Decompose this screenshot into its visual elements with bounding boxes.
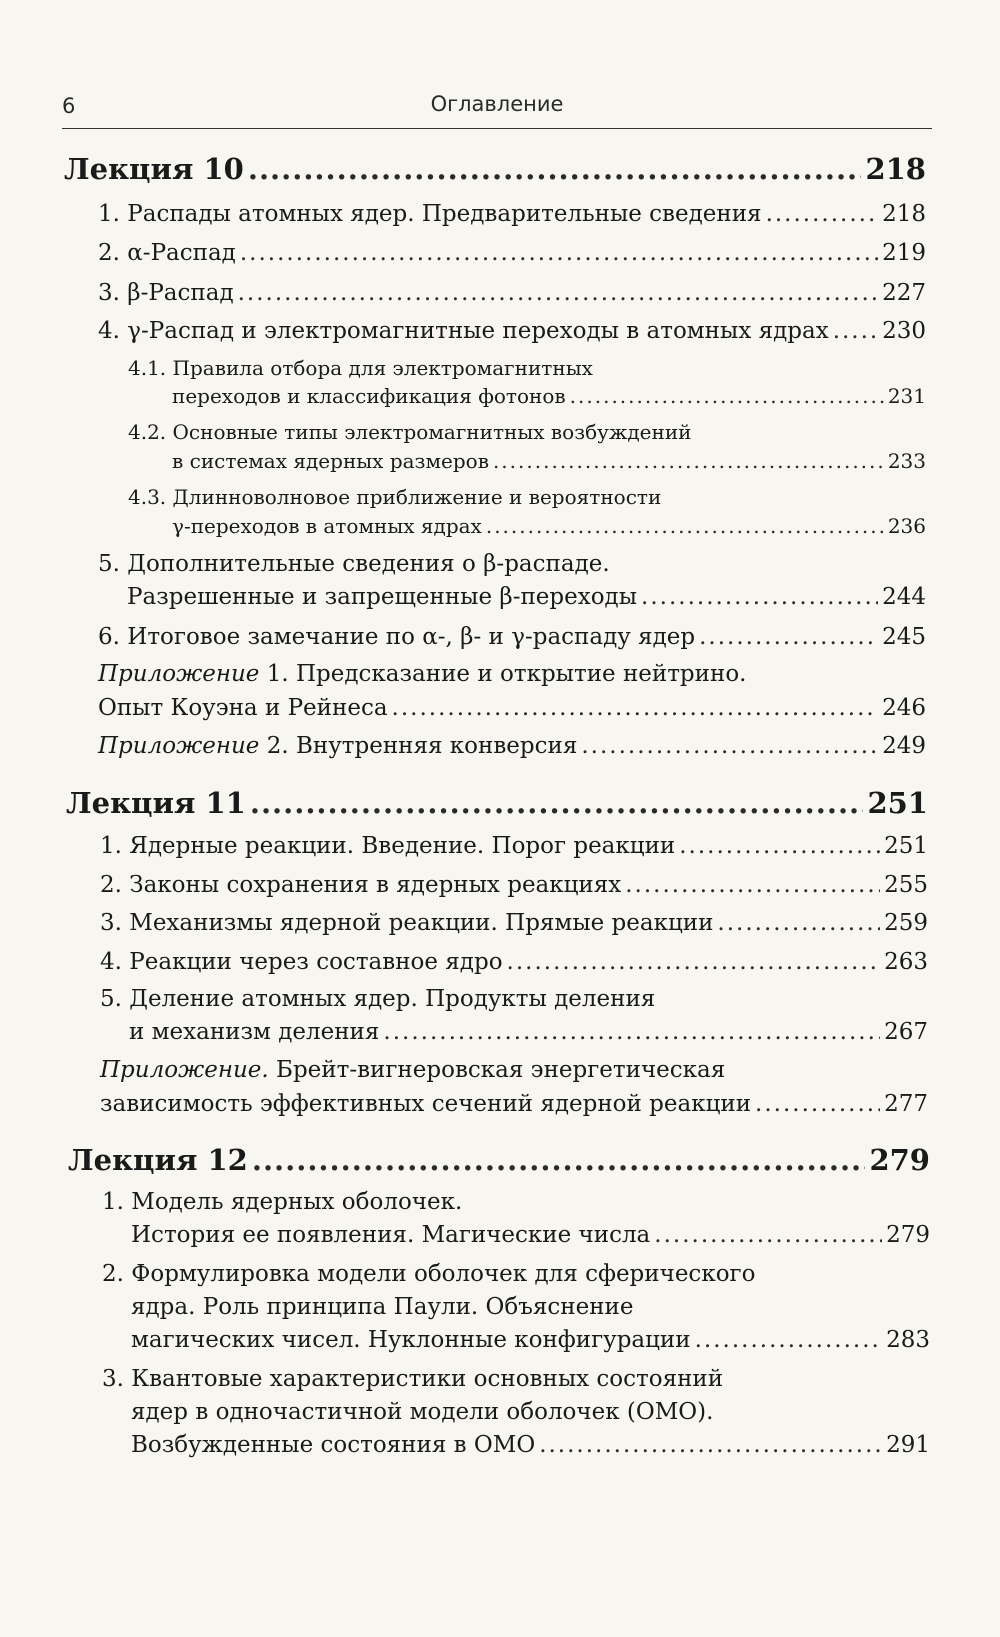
toc-entry[interactable] — [100, 949, 928, 975]
entry-title: γ-Распад и электромагнитные переходы в атомных ядрах — [127, 318, 829, 344]
leader-dots — [581, 733, 878, 759]
entry-title: переходов и классификация фотонов — [172, 384, 566, 408]
lecture-12-heading[interactable] — [68, 1143, 930, 1177]
lecture-title: Лекция 10 — [64, 152, 244, 186]
appendix-first-line — [98, 661, 746, 687]
header-rule — [62, 128, 932, 129]
entry-title-line1: Длинноволновое приближение и вероятности — [172, 485, 662, 509]
entry-page: 244 — [882, 584, 926, 610]
entry-number: 4.3. — [128, 485, 167, 509]
leader-dots — [250, 786, 864, 820]
toc-appendix[interactable] — [100, 1091, 928, 1117]
entry-number: 2. — [98, 240, 120, 266]
entry-page: 283 — [886, 1327, 930, 1353]
lecture-page: 279 — [869, 1143, 930, 1177]
entry-page: 245 — [882, 624, 926, 650]
appendix-page: 249 — [882, 733, 926, 759]
leader-dots — [238, 280, 878, 306]
entry-number: 1. — [100, 833, 122, 859]
toc-entry[interactable] — [131, 1222, 930, 1248]
entry-page: 218 — [882, 201, 926, 227]
entry-title: Реакции через составное ядро — [129, 949, 503, 975]
leader-dots — [699, 624, 878, 650]
entry-page: 219 — [882, 240, 926, 266]
entry-title-line1: Основные типы электромагнитных возбуждений — [172, 420, 692, 444]
entry-title: в системах ядерных размеров — [172, 449, 489, 473]
subentry-first-line — [128, 356, 593, 380]
appendix-title: зависимость эффективных сечений ядерной реакции — [100, 1091, 752, 1117]
toc-subentry[interactable] — [172, 514, 926, 538]
leader-dots — [717, 910, 880, 936]
leader-dots — [755, 1091, 880, 1117]
leader-dots — [766, 201, 879, 227]
toc-appendix[interactable] — [98, 733, 926, 759]
entry-title-line1: Квантовые характеристики основных состояний — [131, 1366, 724, 1392]
toc-entry[interactable] — [98, 318, 926, 344]
leader-dots — [539, 1432, 882, 1458]
entry-second-line — [131, 1399, 713, 1425]
entry-number: 4.1. — [128, 356, 167, 380]
entry-page: 251 — [884, 833, 928, 859]
entry-title: Итоговое замечание по α-, β- и γ-распаду ядер — [127, 624, 696, 650]
leader-dots — [493, 449, 884, 473]
entry-title-line2: ядер в одночастичной модели оболочек (ОМО). — [131, 1399, 714, 1425]
lecture-page: 251 — [867, 786, 928, 820]
entry-title: β-Распад — [127, 280, 234, 306]
leader-dots — [679, 833, 880, 859]
entry-first-line — [100, 986, 655, 1012]
leader-dots — [383, 1019, 880, 1045]
toc-subentry[interactable] — [172, 384, 926, 408]
entry-page: 255 — [884, 872, 928, 898]
toc-entry[interactable] — [131, 1432, 930, 1458]
entry-number: 3. — [100, 910, 122, 936]
appendix-first-line — [100, 1057, 725, 1083]
entry-number: 3. — [102, 1366, 124, 1392]
lecture-title: Лекция 11 — [66, 786, 246, 820]
entry-first-line — [102, 1366, 723, 1392]
entry-title: Разрешенные и запрещенные β-переходы — [127, 584, 638, 610]
toc-entry[interactable] — [100, 872, 928, 898]
entry-number: 1. — [102, 1189, 124, 1215]
toc-entry[interactable] — [98, 280, 926, 306]
entry-page: 291 — [886, 1432, 930, 1458]
leader-dots — [392, 695, 879, 721]
entry-title-line2: ядра. Роль принципа Паули. Объяснение — [131, 1294, 634, 1320]
leader-dots — [625, 872, 880, 898]
toc-entry[interactable] — [100, 833, 928, 859]
appendix-title: Опыт Коуэна и Рейнеса — [98, 695, 388, 721]
toc-entry[interactable] — [98, 240, 926, 266]
toc-entry[interactable] — [127, 584, 926, 610]
toc-subentry[interactable] — [172, 449, 926, 473]
leader-dots — [252, 1143, 866, 1177]
entry-first-line — [98, 551, 610, 577]
entry-title: Механизмы ядерной реакции. Прямые реакции — [129, 910, 714, 936]
lecture-title: Лекция 12 — [68, 1143, 248, 1177]
entry-page: 231 — [887, 384, 926, 408]
entry-number: 4. — [98, 318, 120, 344]
entry-number: 2. — [102, 1261, 124, 1287]
entry-title: α-Распад — [127, 240, 236, 266]
entry-page: 227 — [882, 280, 926, 306]
leader-dots — [486, 514, 884, 538]
entry-title: магических чисел. Нуклонные конфигурации — [131, 1327, 691, 1353]
entry-page: 233 — [887, 449, 926, 473]
lecture-10-heading[interactable] — [64, 152, 926, 186]
appendix-page: 277 — [884, 1091, 928, 1117]
entry-second-line — [131, 1294, 634, 1320]
entry-title: Распады атомных ядер. Предварительные сведения — [127, 201, 762, 227]
running-title: Оглавление — [430, 92, 564, 116]
entry-page: 236 — [887, 514, 926, 538]
leader-dots — [240, 240, 878, 266]
appendix-title-line1: 1. Предсказание и открытие нейтрино. — [266, 661, 747, 687]
lecture-page: 218 — [865, 152, 926, 186]
appendix-label: Приложение — [98, 733, 260, 759]
entry-title: Законы сохранения в ядерных реакциях — [129, 872, 622, 898]
toc-entry[interactable] — [129, 1019, 928, 1045]
entry-number: 6. — [98, 624, 120, 650]
toc-entry[interactable] — [100, 910, 928, 936]
entry-number: 5. — [100, 986, 122, 1012]
leader-dots — [507, 949, 881, 975]
page-number: 6 — [62, 94, 76, 118]
toc-appendix[interactable] — [98, 695, 926, 721]
entry-title: γ-переходов в атомных ядрах — [172, 514, 482, 538]
leader-dots — [248, 152, 862, 186]
appendix-label: Приложение. — [100, 1057, 269, 1083]
entry-number: 2. — [100, 872, 122, 898]
entry-page: 279 — [886, 1222, 930, 1248]
entry-title-line1: Деление атомных ядер. Продукты деления — [129, 986, 656, 1012]
entry-title: и механизм деления — [129, 1019, 380, 1045]
leader-dots — [833, 318, 878, 344]
entry-page: 267 — [884, 1019, 928, 1045]
entry-number: 4.2. — [128, 420, 167, 444]
appendix-page: 246 — [882, 695, 926, 721]
entry-title: Ядерные реакции. Введение. Порог реакции — [129, 833, 676, 859]
leader-dots — [570, 384, 884, 408]
entry-number: 3. — [98, 280, 120, 306]
entry-number: 5. — [98, 551, 120, 577]
lecture-11-heading[interactable] — [66, 786, 928, 820]
entry-number: 4. — [100, 949, 122, 975]
appendix-label: Приложение — [98, 661, 260, 687]
entry-first-line — [102, 1261, 755, 1287]
entry-page: 259 — [884, 910, 928, 936]
appendix-title: 2. Внутренняя конверсия — [266, 733, 578, 759]
entry-page: 263 — [884, 949, 928, 975]
leader-dots — [654, 1222, 882, 1248]
entry-title-line1: Модель ядерных оболочек. — [131, 1189, 463, 1215]
toc-entry[interactable] — [131, 1327, 930, 1353]
appendix-title-line1: Брейт-вигнеровская энергетическая — [276, 1057, 726, 1083]
entry-title-line1: Правила отбора для электромагнитных — [172, 356, 593, 380]
entry-title-line1: Формулировка модели оболочек для сферического — [131, 1261, 756, 1287]
toc-entry[interactable] — [98, 624, 926, 650]
leader-dots — [695, 1327, 883, 1353]
subentry-first-line — [128, 485, 661, 509]
entry-title: История ее появления. Магические числа — [131, 1222, 651, 1248]
entry-page: 230 — [882, 318, 926, 344]
leader-dots — [641, 584, 878, 610]
entry-first-line — [102, 1189, 462, 1215]
entry-title: Возбужденные состояния в ОМО — [131, 1432, 536, 1458]
entry-number: 1. — [98, 201, 120, 227]
toc-entry[interactable] — [98, 201, 926, 227]
subentry-first-line — [128, 420, 691, 444]
running-head — [62, 88, 932, 128]
entry-title-line1: Дополнительные сведения о β-распаде. — [127, 551, 610, 577]
